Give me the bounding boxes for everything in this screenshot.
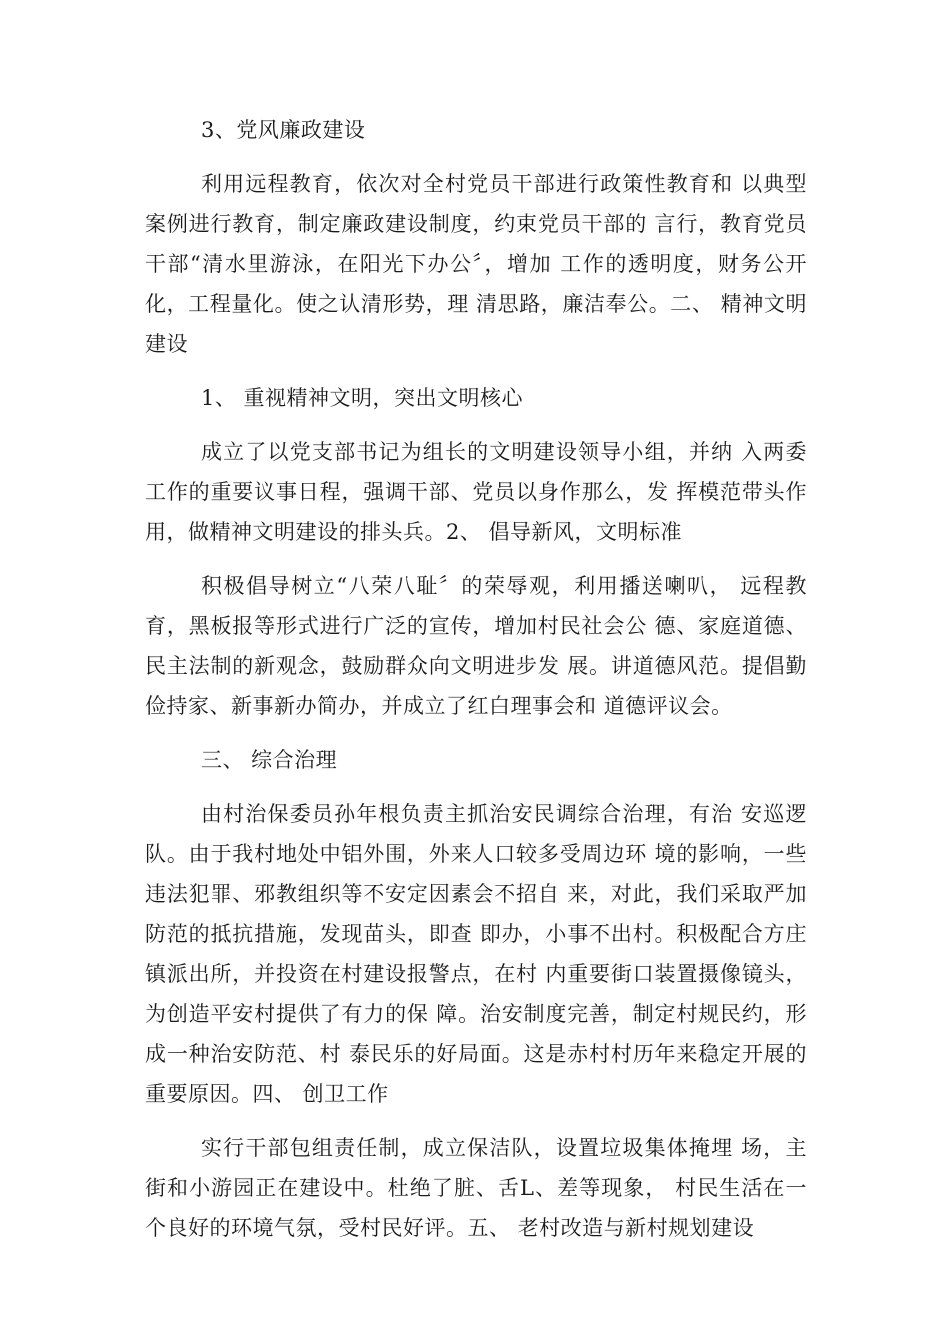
heading-party-integrity: 3、党风廉政建设 [201,118,366,142]
para-sanitation: 实行干部包组责任制，成立保洁队，设置垃圾集体掩埋 场，主街和小游园正在建设中。杜绝了脏、舌L、差等现象， 村民生活在一个良好的环境气氛，受村民好评。五、 老村改造与新村规划建设 [145,1136,807,1240]
heading-comprehensive-governance: 三、 综合治理 [201,748,338,772]
document-body [145,110,807,1248]
para-new-customs: 积极倡导树立“八荣八耻〞的荣辱观，利用播送喇叭， 远程教育，黑板报等形式进行广泛的宣传，增加村民社会公 德、家庭道德、民主法制的新观念，鼓励群众向文明进步发 展。讲道德风范。提倡勤俭持家、新事新办简办，并成立了红白理事会和 道德评议会。 [145,574,807,718]
para-spiritual-civilization: 成立了以党支部书记为组长的文明建设领导小组，并纳 入两委工作的重要议事日程，强调干部、党员以身作那么，发 挥模范带头作用，做精神文明建设的排头兵。2、 倡导新风，文明标准 [145,440,807,544]
heading-spiritual-civilization: 1、 重视精神文明，突出文明核心 [201,386,524,410]
para-comprehensive-governance: 由村治保委员孙年根负责主抓治安民调综合治理，有治 安巡逻队。由于我村地处中铝外围，外来人口较多受周边环 境的影响，一些违法犯罪、邪教组织等不安定因素会不招自 来，对此，我们采取严加防范的抵抗措施，发现苗头，即查 即办，小事不出村。积极配合方庄镇派出所，并投资在村建设报警点，在村 内重要街口装置摄像镜头，为创造平安村提供了有力的保 障。治安制度完善，制定村规民约，形成一种治安防范、村 泰民乐的好局面。这是赤村村历年来稳定开展的重要原因。四、 创卫工作 [145,802,807,1106]
para-party-integrity: 利用远程教育，依次对全村党员干部进行政策性教育和 以典型案例进行教育，制定廉政建设制度，约束党员干部的 言行，教育党员干部“清水里游泳，在阳光下办公〞，增加 工作的透明度，财务公开化，工程量化。使之认清形势，理 清思路，廉洁奉公。二、 精神文明建设 [145,172,807,356]
